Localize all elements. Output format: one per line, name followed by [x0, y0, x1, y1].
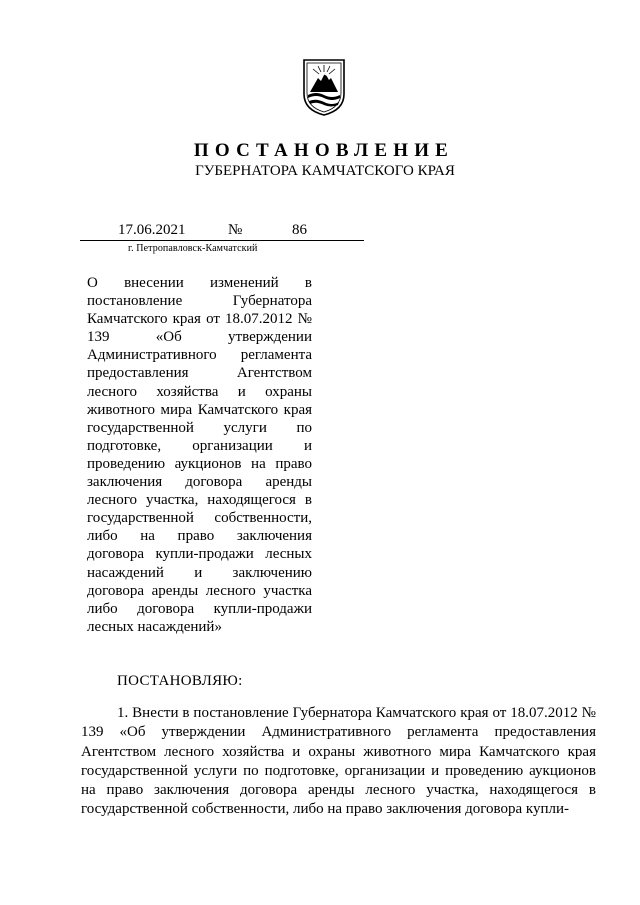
place-of-issue: г. Петропавловск-Камчатский — [128, 243, 258, 254]
decree-heading: ПОСТАНОВЛЯЮ: — [117, 673, 243, 689]
document-date: 17.06.2021 — [118, 222, 186, 238]
kamchatka-coat-of-arms-emblem — [302, 58, 346, 116]
document-title: ПОСТАНОВЛЕНИЕ — [193, 140, 455, 161]
document-subtitle: ГУБЕРНАТОРА КАМЧАТСКОГО КРАЯ — [195, 163, 455, 179]
number-label: № — [228, 222, 243, 238]
paragraph-1: 1. Внести в постановление Губернатора Камчатского края от 18.07.2012 № 139 «Об утверждении Административного регламента предоставления Агентством лесного хозяйства и охраны животного мира Камчатского края государственной услуги по подготовке, организации и проведению аукционов на право заключения договора аренды лесного участка, находящегося в государственной собственности, либо на право заключения договора купли- — [81, 705, 596, 818]
requisites-line — [80, 222, 364, 241]
document-subject: О внесении изменений в постановление Губернатора Камчатского края от 18.07.2012 № 139 «Об утверждении Административного регламента предоставления Агентством лесного хозяйства и охраны животного мира Камчатского края государственной услуги по подготовке, организации и проведению аукционов на право заключения договора аренды лесного участка, находящегося в государственной собственности, либо на право заключения договора купли-продажи лесных насаждений и заключению договора аренды лесного участка либо договора купли-продажи лесных насаждений» — [87, 275, 312, 635]
document-number: 86 — [292, 222, 307, 238]
